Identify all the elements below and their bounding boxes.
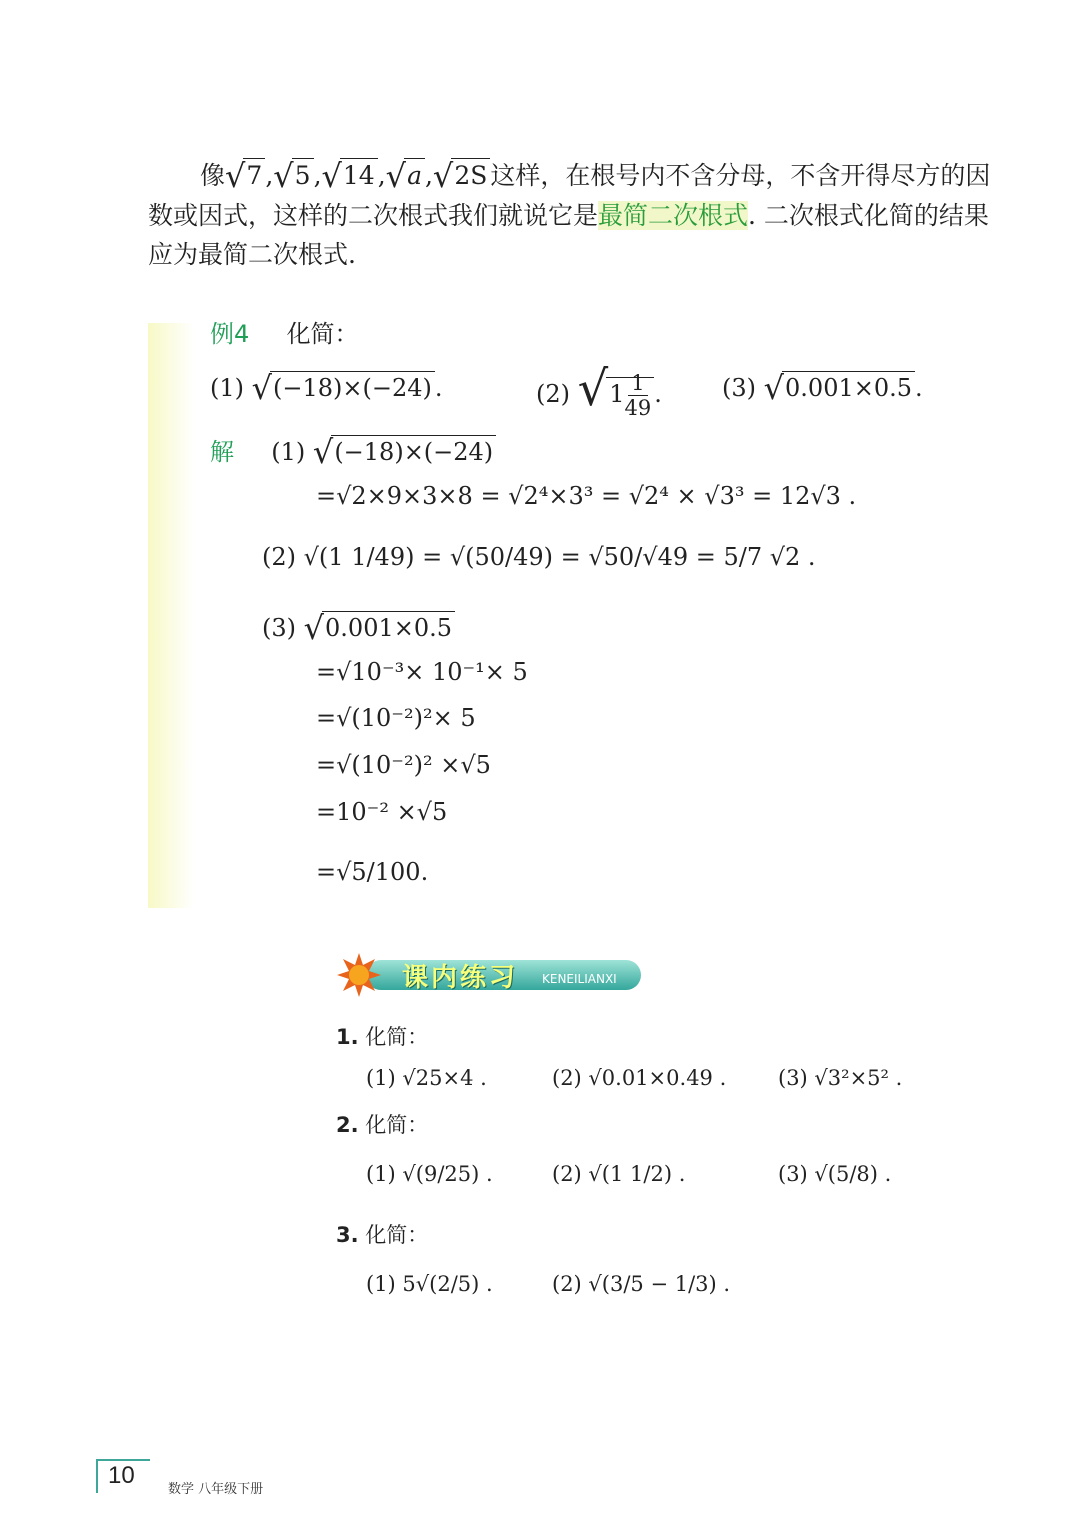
example-title: 化简： xyxy=(286,320,359,348)
solution-1-header: 解 (1) √(−18)×(−24) xyxy=(210,436,496,468)
radical-14: √14 xyxy=(322,156,378,196)
radical-2s: √2S xyxy=(433,156,490,196)
practice-q1: 1. 化简： xyxy=(336,1025,429,1049)
practice-q3-item-2: (2) √(3/5 − 1/3) . xyxy=(552,1272,731,1296)
sun-icon xyxy=(336,952,382,998)
intro-end: . 二次根式化简的结果应为最简二次根式. xyxy=(148,201,989,269)
practice-q2-item-2: (2) √(1 1/2) . xyxy=(552,1162,686,1186)
practice-q2-item-3: (3) √(5/8) . xyxy=(778,1162,892,1186)
intro-paragraph: 像√7 ,√5 ,√14 ,√a ,√2S 这样，在根号内不含分母，不含开得尽方的因数或因式，这样的二次根式我们就说它是最简二次根式. 二次根式化简的结果应为最简二次根式. xyxy=(148,157,991,269)
solution-1-step: =√2×9×3×8 = √2⁴×3³ = √2⁴ × √3³ = 12√3 . xyxy=(316,482,857,510)
problem-2: (2) √1 $\frac{1}{49}$ . xyxy=(536,361,662,420)
example-band xyxy=(148,323,194,908)
practice-q3-item-1: (1) 5√(2/5) . xyxy=(366,1272,493,1296)
banner-subtitle: KENEILIANXI xyxy=(542,972,617,986)
book-title: 数学 八年级下册 xyxy=(168,1482,264,1497)
solution-3-step-3: =√(10⁻²)² ×√5 xyxy=(316,751,491,779)
intro-start: 像 xyxy=(200,161,226,190)
page-number: 10 xyxy=(108,1462,135,1489)
intro-text: 这样，在根号内不含分母，不含开得尽方的因数或因式，这样的二次根式我们就说它是 xyxy=(148,161,991,230)
problem-1: (1) √(−18)×(−24) . xyxy=(210,369,443,407)
practice-q1-item-2: (2) √0.01×0.49 . xyxy=(552,1066,727,1090)
solution-2: (2) √(1 1/49) = √(50/49) = √50/√49 = 5/7 √2 . xyxy=(262,543,816,571)
banner-title: 课内练习 xyxy=(402,963,519,993)
example-header xyxy=(210,322,359,346)
solution-3-step-5: =√5/100. xyxy=(316,858,429,886)
problem-3: (3) √0.001×0.5 . xyxy=(722,369,923,407)
radical-5: √5 xyxy=(273,156,313,196)
solution-3-step-2: =√(10⁻²)²× 5 xyxy=(316,704,476,732)
radical-7: √7 xyxy=(225,156,265,196)
term-highlight: 最简二次根式 xyxy=(598,201,749,230)
solution-3-header: (3) √0.001×0.5 xyxy=(262,612,455,644)
practice-q1-item-1: (1) √25×4 . xyxy=(366,1066,487,1090)
solution-3-step-4: =10⁻² ×√5 xyxy=(316,798,448,826)
solution-3-step-1: =√10⁻³× 10⁻¹× 5 xyxy=(316,658,528,686)
example-label: 例4 xyxy=(210,320,250,348)
radical-a: √a xyxy=(386,156,425,196)
practice-banner xyxy=(336,950,642,998)
solution-label: 解 xyxy=(210,438,234,466)
practice-q1-item-3: (3) √3²×5² . xyxy=(778,1066,903,1090)
practice-q2: 2. 化简： xyxy=(336,1113,429,1137)
practice-q2-item-1: (1) √(9/25) . xyxy=(366,1162,493,1186)
practice-q3: 3. 化简： xyxy=(336,1223,429,1247)
